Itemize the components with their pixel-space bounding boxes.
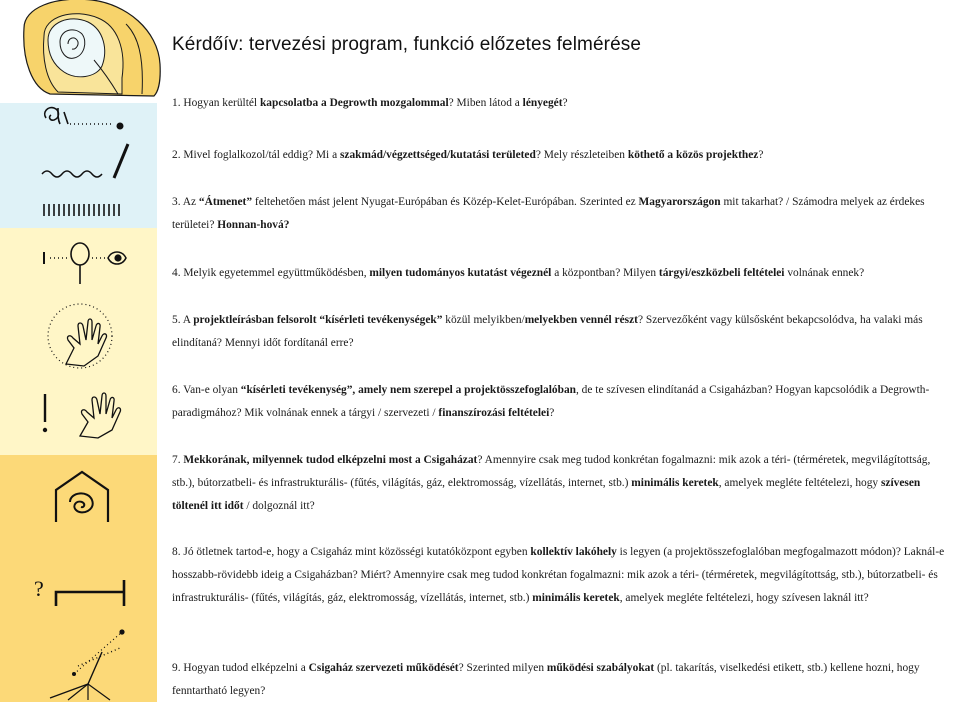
question-8: 8. Jó ötletnek tartod-e, hogy a Csigaház mint közösségi kutatóközpont egyben kollektív lakóhely is legyen (a projektösszefoglalóban megfogalmazott módon)? Laknál-e hosszabb-rövidebb ideig a Csigaházban? Miért? Amennyire csak meg tudod konkrétan fogalmazni: mik azok a téri- (térméretek, megvilágítottság, stb.), bútorzatbeli- és infrastrukturális- (fűtés, világítás, gáz, elektromosság, vízellátás, internet, stb.) minimális keretek, amelyek megléte feltételezi, hogy szívesen laknál itt?	[172, 546, 945, 604]
question-6: 6. Van-e olyan “kísérleti tevékenység”, amely nem szerepel a projektösszefoglalóban, de te szívesen elindítanád a Csigaházban? Hogyan kapcsolódik a Degrowth-paradigmához? Mik volnának ennek a tárgyi / szervezeti / finanszírozási feltételei?	[172, 384, 930, 419]
question-7: 7. Mekkorának, milyennek tudod elképzelni most a Csigaházat? Amennyire csak meg tudod konkrétan fogalmazni: mik azok a téri- (térméretek, megvilágítottság, stb.), bútorzatbeli- és infrastrukturális- (fűtés, világítás, gáz, elektromosság, vízellátás, internet, stb.) minimális keretek, amelyek megléte feltételezi, hogy szívesen töltenél itt időt / dolgoznál itt?	[172, 454, 931, 512]
spiral-path-icon	[38, 104, 138, 138]
telescope-icon	[44, 628, 140, 702]
question-2: 2. Mivel foglalkozol/tál eddig? Mi a szakmád/végzettséged/kutatási területed? Mely részleteiben köthető a közös projekthez?	[172, 149, 764, 161]
hand-circle-icon	[40, 300, 120, 370]
magnifier-eye-icon	[40, 240, 134, 286]
question-9: 9. Hogyan tudod elképzelni a Csigaház szervezeti működését? Szerinted milyen működési szabályokat (pl. takarítás, viselkedési etikett, stb.) kellene hozni, hogy fenntartható legyen?	[172, 662, 920, 697]
exclamation-hand-icon	[40, 388, 130, 438]
page-title: Kérdőív: tervezési program, funkció előzetes felmérése	[172, 34, 641, 55]
question-1: 1. Hogyan kerültél kapcsolatba a Degrowth mozgalommal? Miben látod a lényegét?	[172, 97, 568, 109]
wave-line-icon	[40, 140, 140, 182]
tally-marks-icon	[42, 203, 124, 217]
question-5: 5. A projektleírásban felsorolt “kísérleti tevékenységek” közül melyikben/melyekben vennél részt? Szervezőként vagy külsősként bekapcsolódva, ha valaki más elindítaná? Mennyi időt fordítanál erre?	[172, 314, 923, 349]
question-3: 3. Az “Átmenet” feltehetően mást jelent Nyugat-Európában és Közép-Kelet-Európában. Szerinted ez Magyarországon mit takarhat? / Számodra melyek az érdekes területei? Honnan-hová?	[172, 196, 925, 231]
spiral-house-icon	[52, 468, 112, 524]
svg-text:?: ?	[34, 576, 44, 601]
snail-shell-logo	[14, 0, 164, 96]
question-4: 4. Melyik egyetemmel együttműködésben, milyen tudományos kutatást végeznél a központban? Milyen tárgyi/eszközbeli feltételei volnának ennek?	[172, 267, 865, 279]
question-bed-icon	[34, 570, 134, 610]
